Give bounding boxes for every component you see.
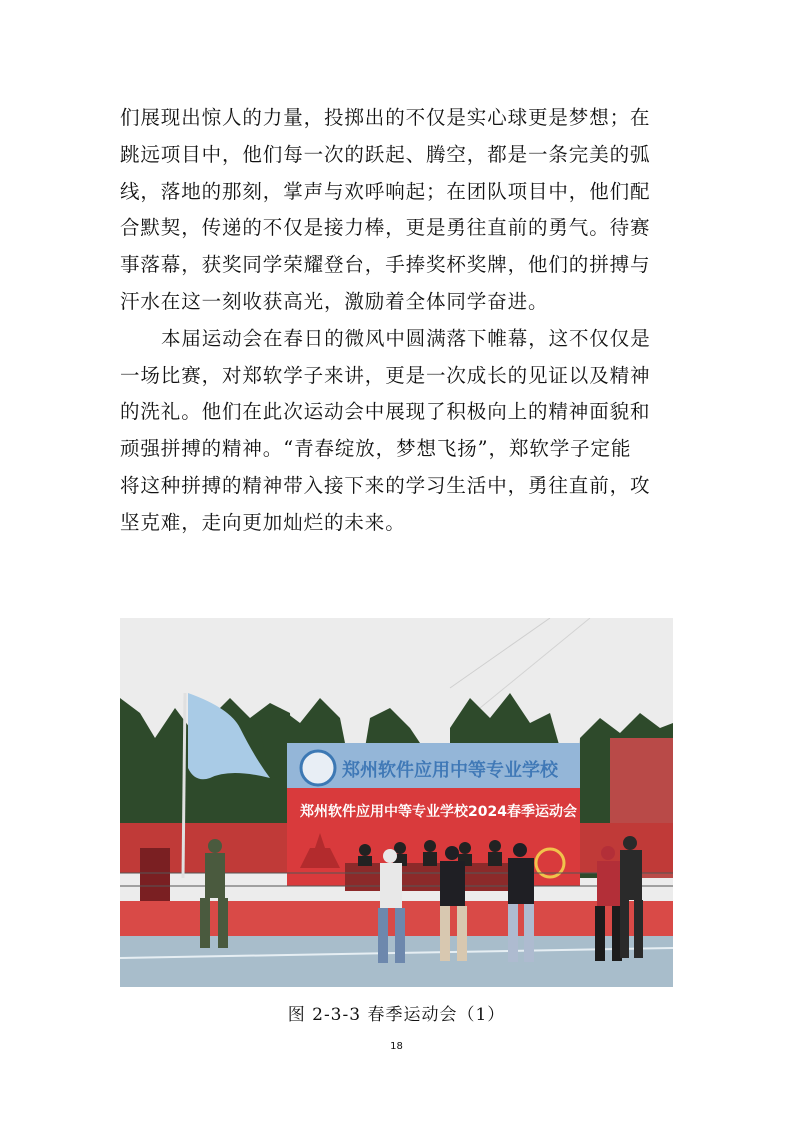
officials-table	[345, 863, 520, 891]
banner-event-title: 郑州软件应用中等专业学校2024春季运动会	[300, 804, 577, 820]
text-line: 的洗礼。他们在此次运动会中展现了积极向上的精神面貌和	[120, 400, 651, 424]
banner-school-name: 郑州软件应用中等专业学校	[342, 760, 558, 781]
text-line: 合默契，传递的不仅是接力棒，更是勇往直前的勇气。待赛	[120, 216, 651, 240]
text-line: 一场比赛，对郑软学子来讲，更是一次成长的见证以及精神	[120, 363, 651, 387]
figure-caption: 图 2-3-3 春季运动会（1）	[287, 1005, 506, 1025]
podium	[140, 848, 170, 903]
text-line: 跳远项目中，他们每一次的跃起、腾空，都是一条完美的弧	[120, 142, 651, 166]
flagpole	[183, 693, 185, 878]
body-text	[120, 100, 673, 542]
text-line: 顽强拼搏的精神。“青春绽放，梦想飞扬”，郑软学子定能	[120, 437, 632, 461]
text-line: 们展现出惊人的力量，投掷出的不仅是实心球更是梦想；在	[120, 106, 651, 129]
text-line: 线，落地的那刻，掌声与欢呼响起；在团队项目中，他们配	[120, 179, 651, 203]
text-line: 坚克难，走向更加灿烂的未来。	[120, 510, 406, 534]
text-line: 汗水在这一刻收获高光，激励着全体同学奋进。	[120, 289, 549, 313]
text-line: 将这种拼搏的精神带入接下来的学习生活中，勇往直前，攻	[120, 473, 651, 497]
page-number: 18	[390, 1041, 403, 1052]
text-line: 本届运动会在春日的微风中圆满落下帷幕，这不仅仅是	[161, 326, 651, 350]
sports-meet-photo	[120, 618, 673, 987]
text-line: 事落幕，获奖同学荣耀登台，手捧奖杯奖牌，他们的拼搏与	[120, 253, 651, 277]
